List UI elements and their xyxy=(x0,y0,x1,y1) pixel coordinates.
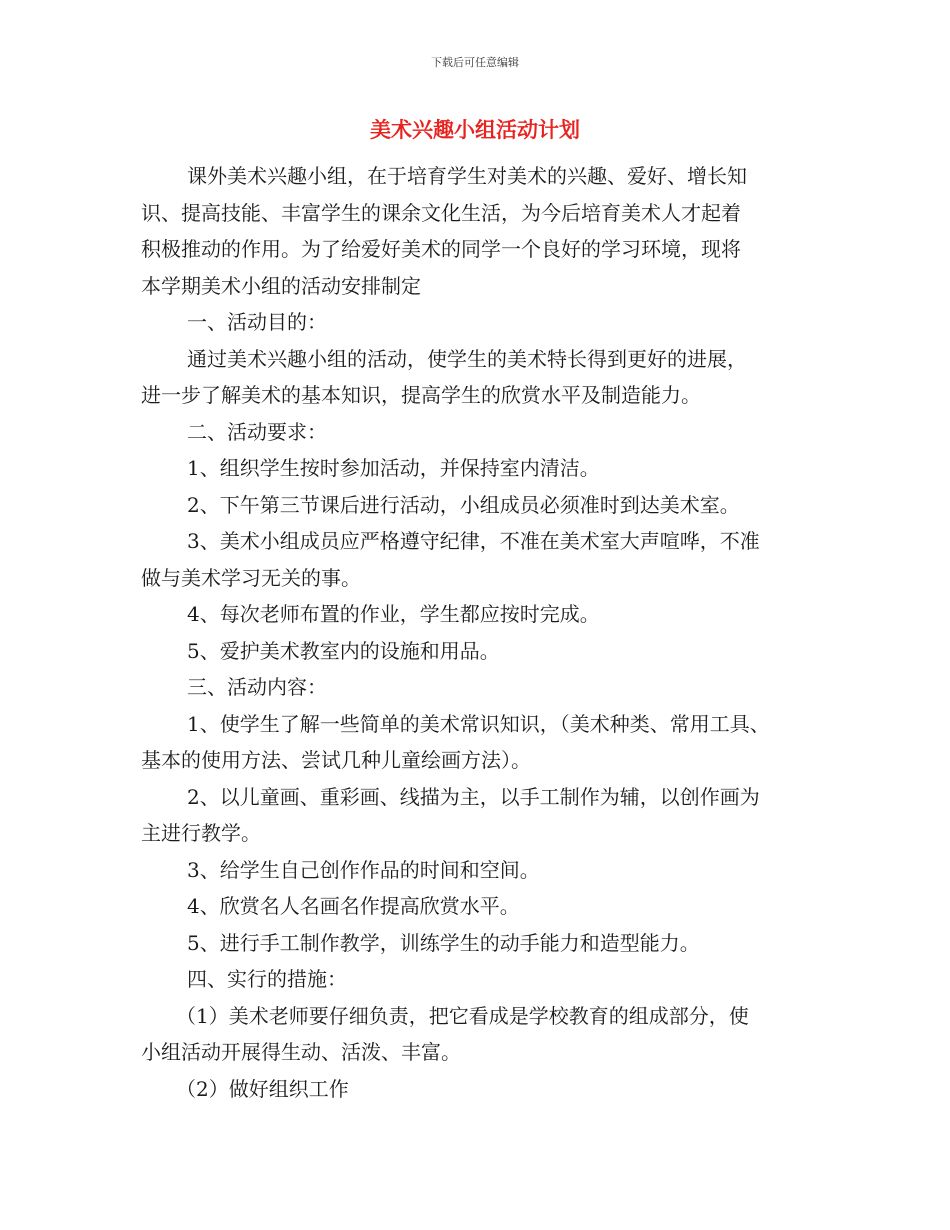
measure-item: （2）做好组织工作 xyxy=(176,1076,349,1101)
document-body xyxy=(141,158,831,1107)
purpose-line: 进一步了解美术的基本知识，提高学生的欣赏水平及制造能力。 xyxy=(141,383,701,407)
content-item-continuation: 主进行教学。 xyxy=(141,821,261,845)
page-header-note: 下载后可任意编辑 xyxy=(431,56,519,69)
content-item: 5、进行手工制作教学，训练学生的动手能力和造型能力。 xyxy=(187,930,700,955)
requirement-item: 1、组织学生按时参加活动，并保持室内清洁。 xyxy=(187,456,600,480)
intro-line: 本学期美术小组的活动安排制定 xyxy=(141,273,421,298)
intro-paragraph xyxy=(141,158,831,304)
document-title: 美术兴趣小组活动计划 xyxy=(370,118,580,142)
section-heading-requirements: 二、活动要求： xyxy=(187,419,327,444)
requirement-item: 5、爱护美术教室内的设施和用品。 xyxy=(187,638,500,663)
content-item-continuation: 基本的使用方法、尝试几种儿童绘画方法）。 xyxy=(141,748,531,772)
section-heading-purpose: 一、活动目的： xyxy=(187,310,327,334)
purpose-line: 通过美术兴趣小组的活动，使学生的美术特长得到更好的进展， xyxy=(187,346,747,371)
intro-line: 积极推动的作用。为了给爱好美术的同学一个良好的学习环境，现将 xyxy=(141,237,741,261)
section-heading-content: 三、活动内容： xyxy=(187,675,327,699)
content-item: 3、给学生自己创作作品的时间和空间。 xyxy=(187,857,540,882)
intro-line: 课外美术兴趣小组，在于培育学生对美术的兴趣、爱好、增长知 xyxy=(187,164,747,188)
content-item: 4、欣赏名人名画名作提高欣赏水平。 xyxy=(187,894,520,918)
section-heading-measures: 四、实行的措施： xyxy=(187,967,347,991)
purpose-paragraph xyxy=(141,341,831,414)
requirement-item: 3、美术小组成员应严格遵守纪律，不准在美术室大声喧哗，不准 xyxy=(187,529,760,553)
intro-line: 识、提高技能、丰富学生的课余文化生活，为今后培育美术人才起着 xyxy=(141,200,741,225)
requirement-item: 2、下午第三节课后进行活动，小组成员必须准时到达美术室。 xyxy=(187,492,740,517)
content-item: 2、以儿童画、重彩画、线描为主，以手工制作为辅，以创作画为 xyxy=(187,784,760,809)
content-item: 1、使学生了解一些简单的美术常识知识，（美术种类、常用工具、 xyxy=(187,711,770,736)
requirement-item: 4、每次老师布置的作业，学生都应按时完成。 xyxy=(187,602,600,626)
measure-item-continuation: 小组活动开展得生动、活泼、丰富。 xyxy=(141,1040,461,1064)
measure-item: （1）美术老师要仔细负责，把它看成是学校教育的组成部分，使 xyxy=(176,1003,749,1028)
requirement-item-continuation: 做与美术学习无关的事。 xyxy=(141,565,361,590)
